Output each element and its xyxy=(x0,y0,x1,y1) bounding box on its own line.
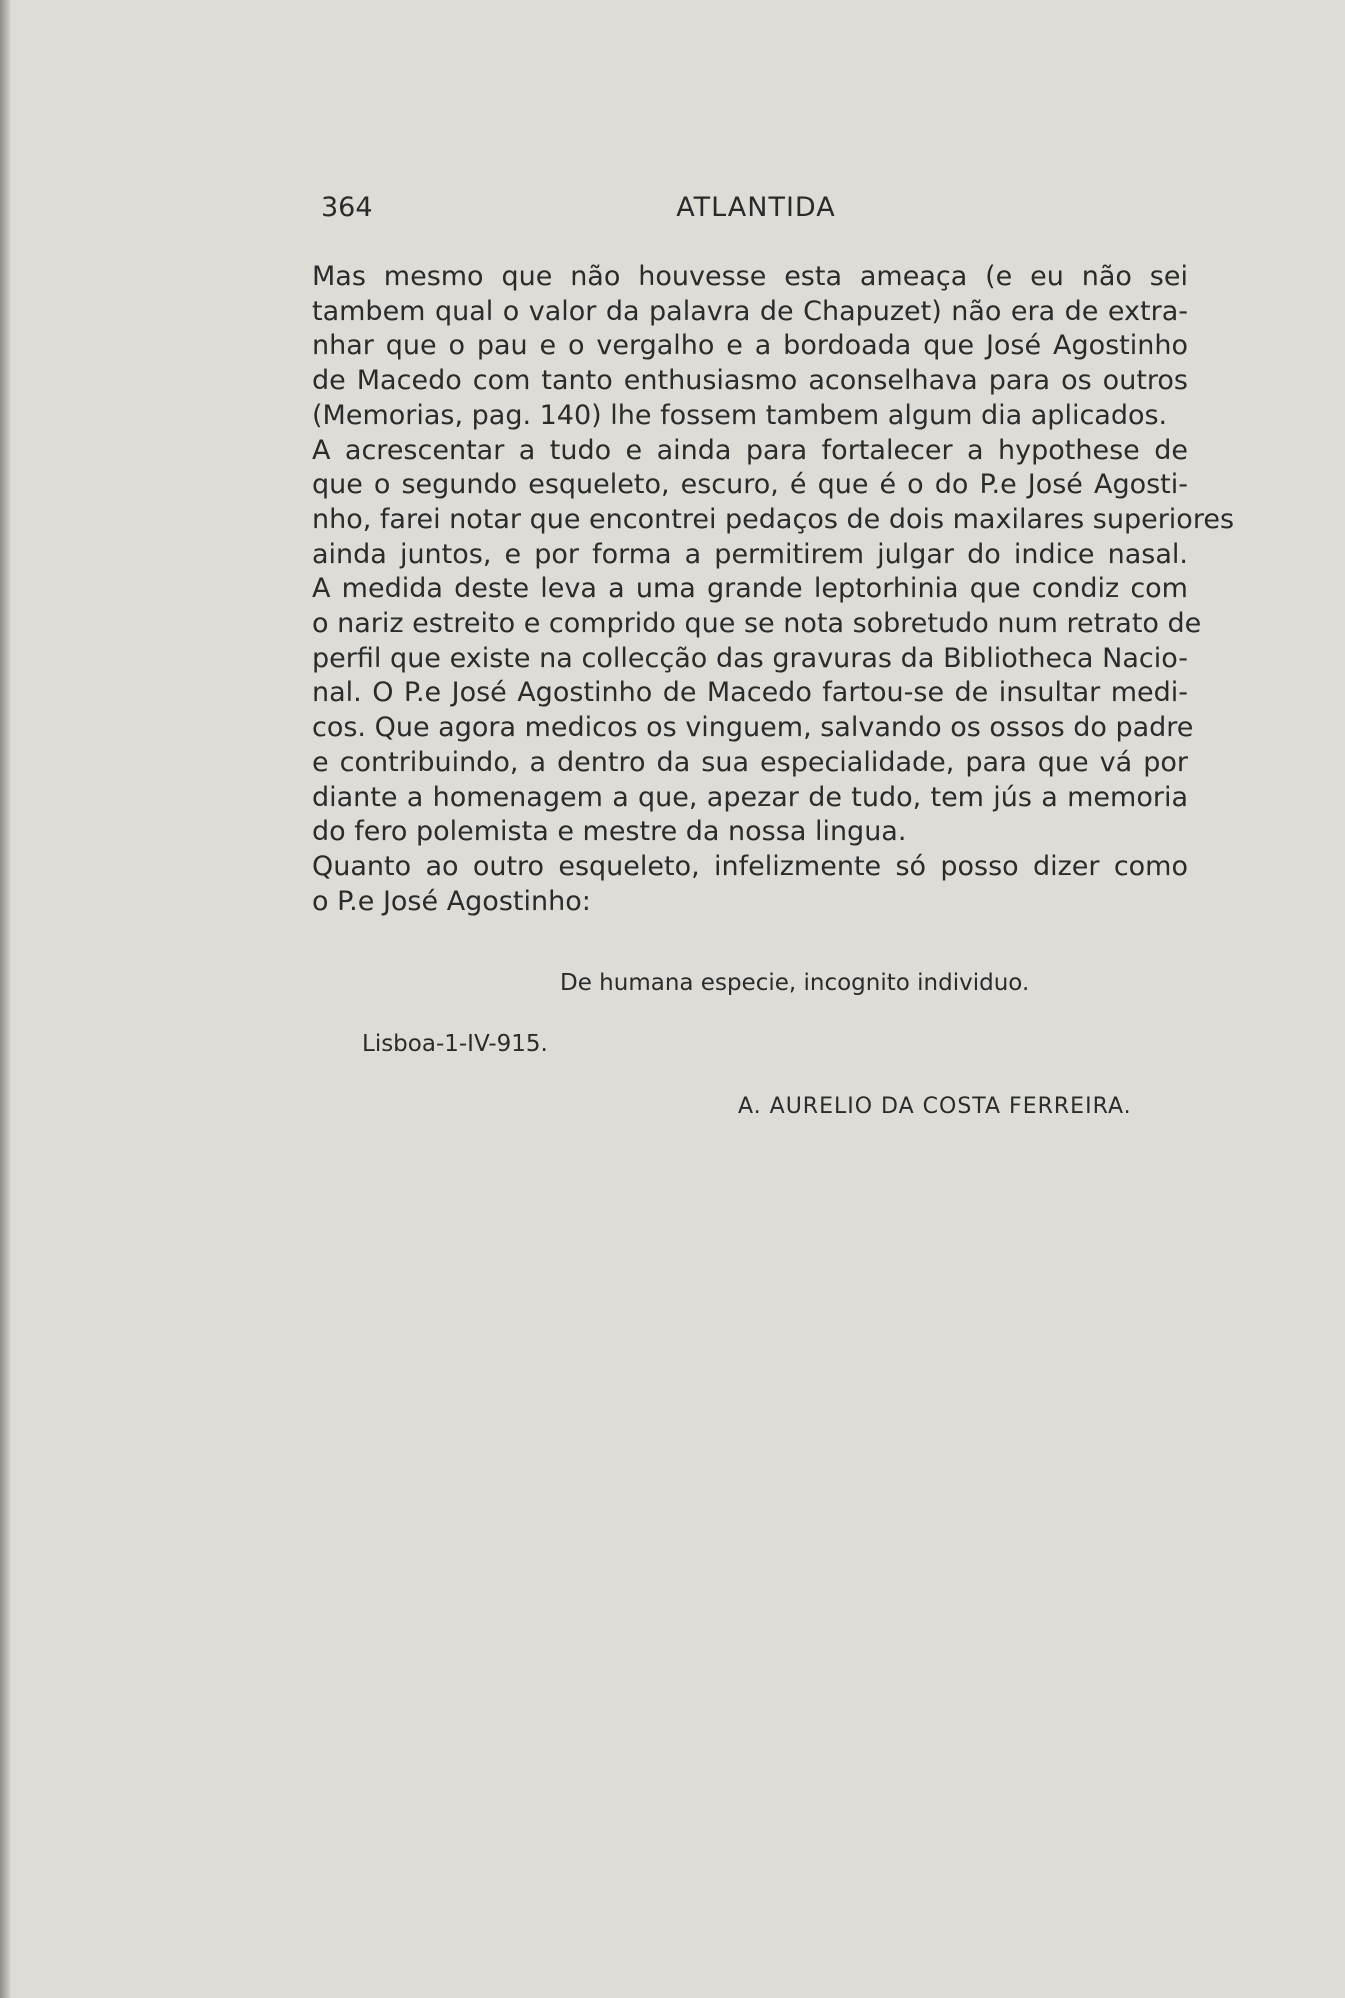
text-line: diante a homenagem a que, apezar de tudo, tem jús a memoria xyxy=(312,781,1188,813)
page-header xyxy=(321,192,1191,232)
text-line: de Macedo com tanto enthusiasmo aconselhava para os outros xyxy=(312,365,1188,397)
signature: A. AURELIO DA COSTA FERREIRA. xyxy=(738,1094,1132,1119)
text-line: A medida deste leva a uma grande leptorhinia que condiz com xyxy=(312,573,1188,605)
text-line: e contribuindo, a dentro da sua especialidade, para que vá por xyxy=(312,746,1188,778)
text-line: do fero polemista e mestre da nossa lingua. xyxy=(312,816,907,848)
text-line: A acrescentar a tudo e ainda para fortalecer a hypothese de xyxy=(312,434,1188,466)
text-line: tambem qual o valor da palavra de Chapuzet) não era de extra- xyxy=(312,295,1188,327)
text-line: nhar que o pau e o vergalho e a bordoada que José Agostinho xyxy=(312,330,1188,362)
text-line: Quanto ao outro esqueleto, infelizmente só posso dizer como xyxy=(312,850,1188,882)
text-line: que o segundo esqueleto, escuro, é que é o do P.e José Agosti- xyxy=(312,469,1188,501)
body-text xyxy=(312,260,1235,919)
dateline: Lisboa-1-IV-915. xyxy=(362,1031,548,1057)
text-line: Mas mesmo que não houvesse esta ameaça (e eu não sei xyxy=(312,261,1188,292)
text-line: o P.e José Agostinho: xyxy=(312,885,591,917)
running-head: ATLANTIDA xyxy=(676,192,836,223)
text-line: cos. Que agora medicos os vinguem, salvando os ossos do padre xyxy=(312,712,1194,744)
page-number: 364 xyxy=(321,192,373,223)
text-line: perfil que existe na collecção das gravuras da Bibliotheca Nacio- xyxy=(312,642,1188,674)
text-line: nho, farei notar que encontrei pedaços de dois maxilares superiores xyxy=(312,503,1235,535)
text-line: ainda juntos, e por forma a permitirem julgar do indice nasal. xyxy=(312,538,1188,570)
text-line: nal. O P.e José Agostinho de Macedo fartou-se de insultar medi- xyxy=(312,677,1188,709)
text-line: o nariz estreito e comprido que se nota sobretudo num retrato de xyxy=(312,608,1202,640)
text-line: (Memorias, pag. 140) lhe fossem tambem algum dia aplicados. xyxy=(312,399,1168,431)
quote-line: De humana especie, incognito individuo. xyxy=(560,970,1030,996)
